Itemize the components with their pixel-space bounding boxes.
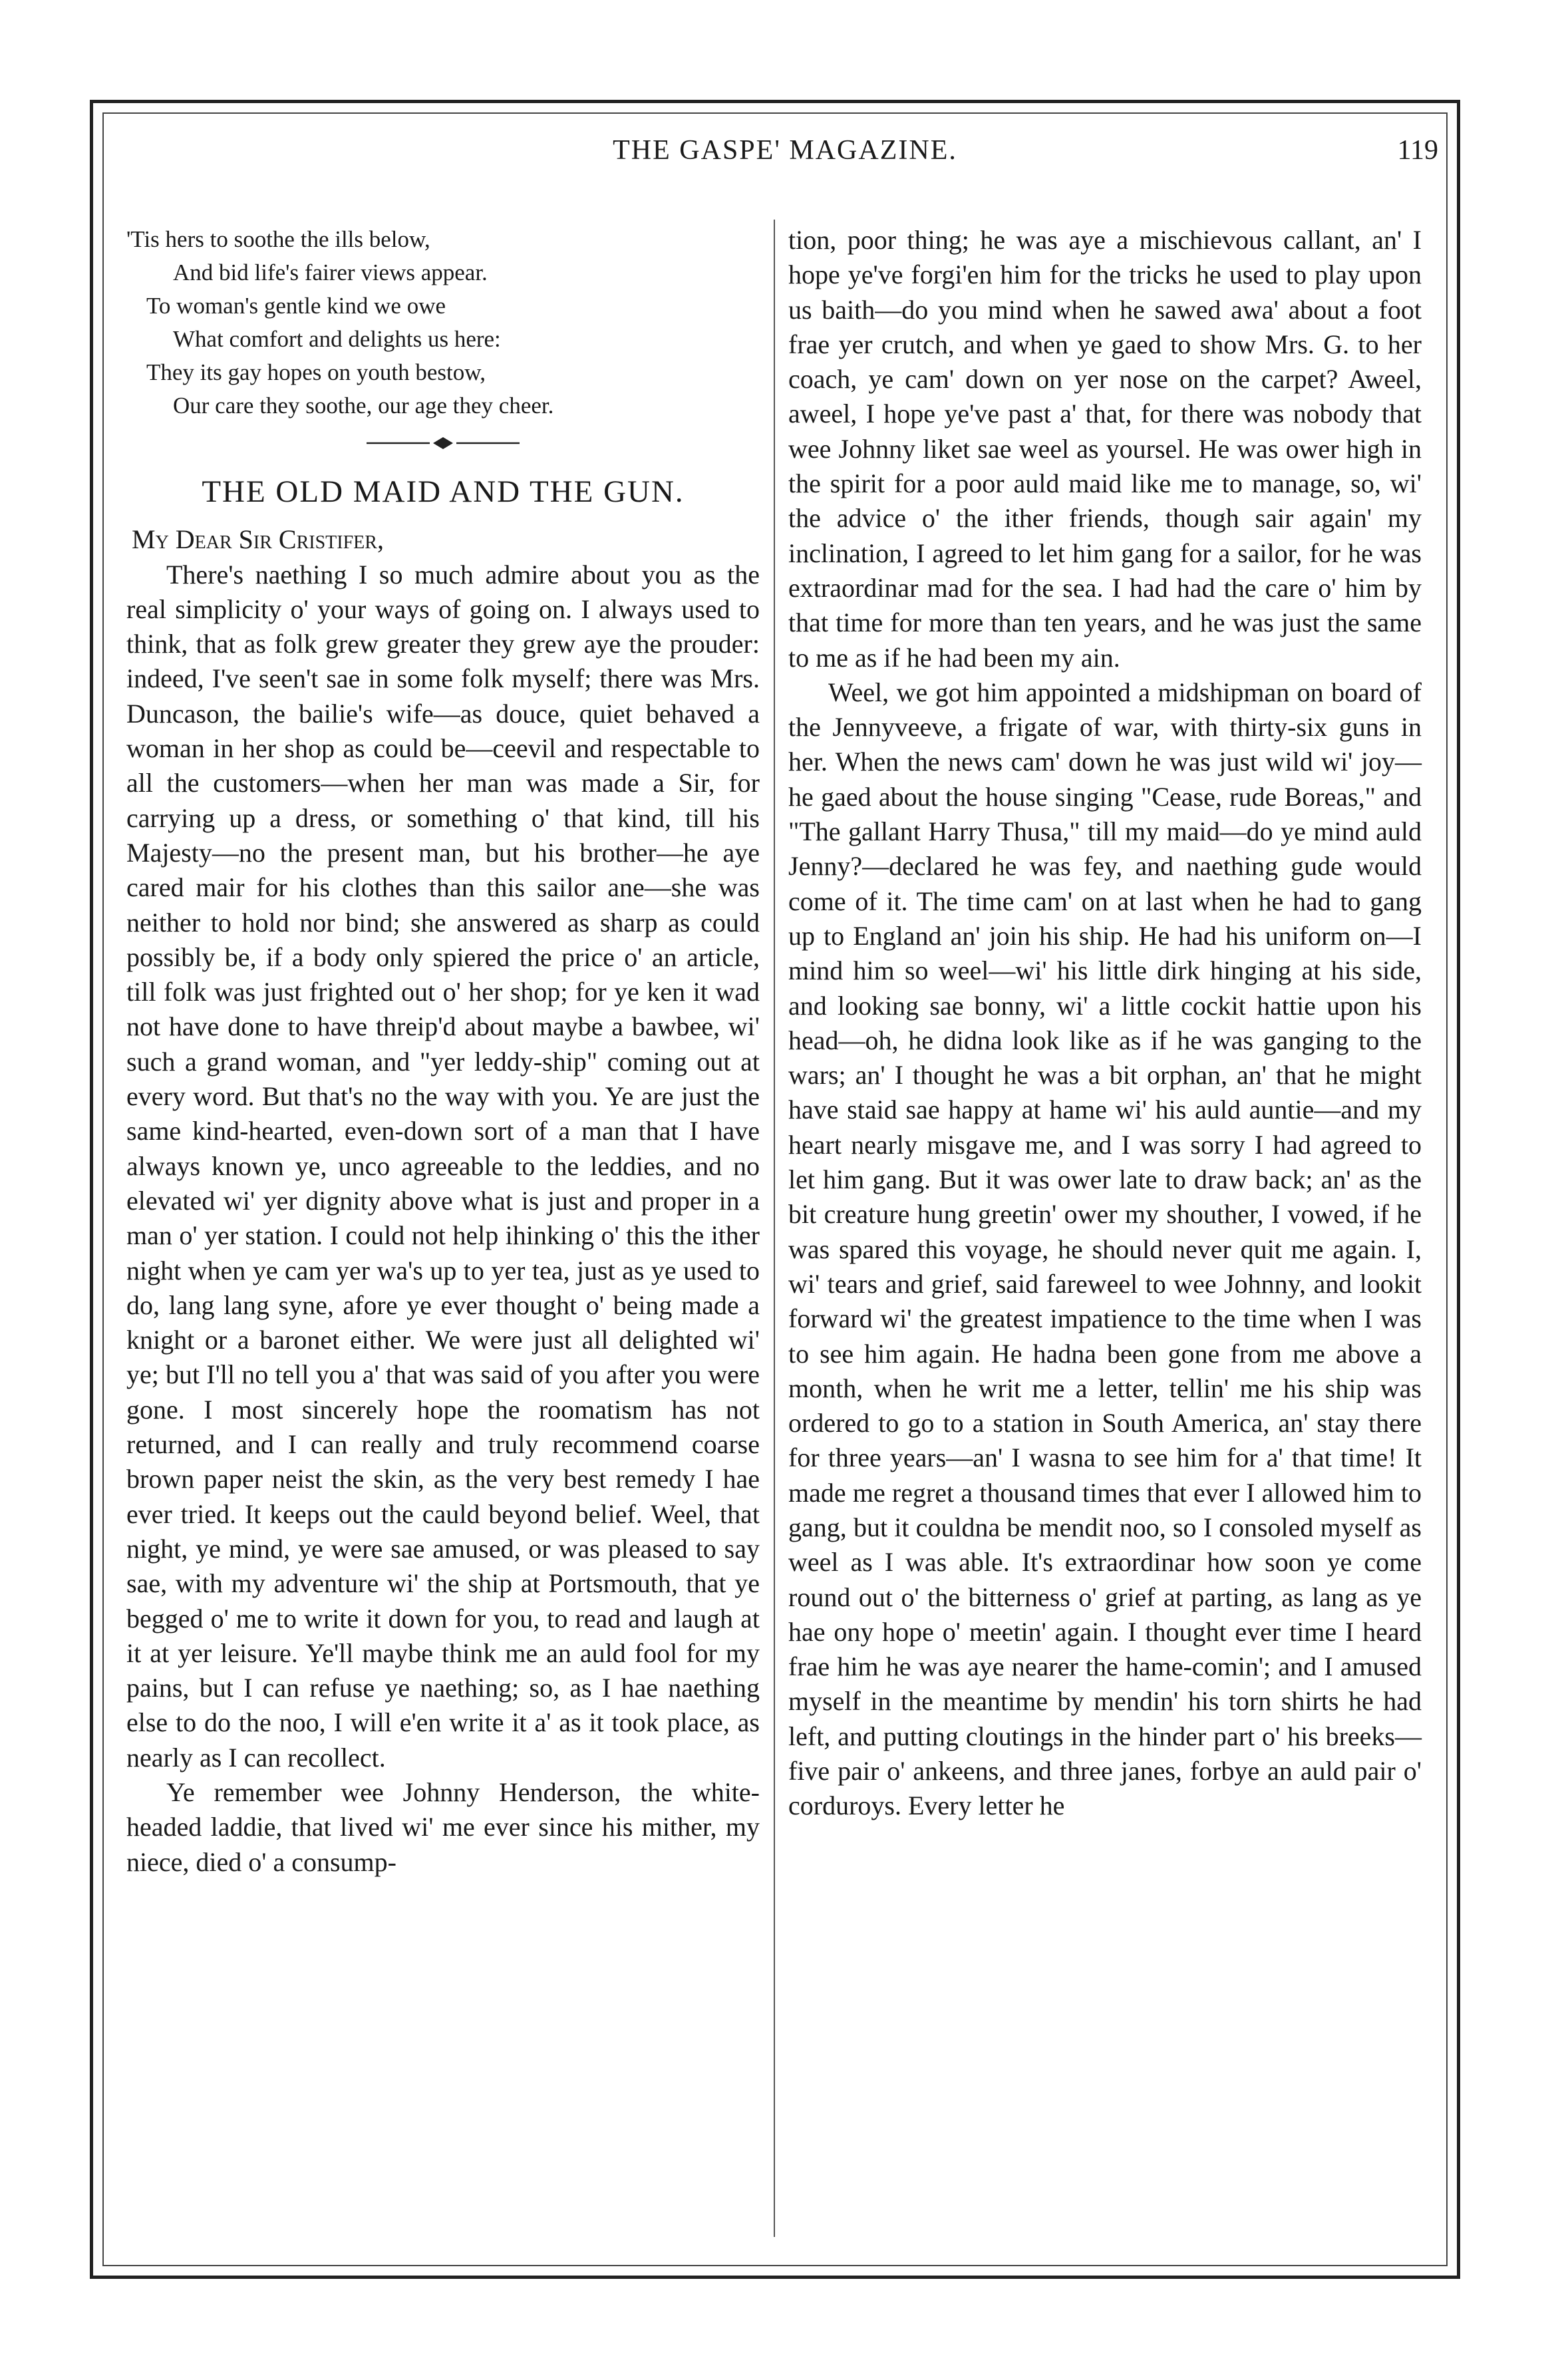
paragraph: There's naething I so much admire about you as the real simplicity o' your ways of going on. I always used to think, that as folk grew greater they grew aye the prouder: indeed, I've seen't sae in some folk myself; there was Mrs. Duncason, the bailie's wife—as douce, quiet behaved a woman in her shop as could be—ceevil and respectable to all the customers—when her man was made a Sir, for carrying up a dress, or something o' that kind, till his Majesty—no the present man, but his brother—he aye cared mair for his clothes than this sailor ane—she was neither to hold nor bind; she answered as sharp as could possibly be, if a body only spiered the price o' an article, till folk was just frighted out o' her shop; for ye ken it wad not have done to have threip'd about maybe a bawbee, wi' such a grand woman, and "yer leddy-ship" coming out at every word. But that's no the way with you. Ye are just the same kind-hearted, even-down sort of a man that I have always known ye, unco agreeable to the leddies, and no elevated wi' yer dignity above what is just and proper in a man o' yer station. I could not help ihinking o' this the ither night when ye cam yer wa's up to yer tea, just as ye used to do, lang lang syne, afore ye ever thought o' being made a knight or a baronet either. We were just all delighted wi' ye; but I'll no tell you a' that was said of you after you were gone. I most sincerely hope the roomatism has not returned, and I can really and truly recommend coarse brown paper neist the skin, as the very best remedy I hae ever tried. It keeps out the cauld beyond belief. Weel, that night, ye mind, ye were sae amused, or was pleased to say sae, with my adventure wi' the ship at Portsmouth, that ye begged o' me to write it down for you, to read and laugh at it at yer leisure. Ye'll maybe think me an auld fool for my pains, but I can refuse ye naething; so, as I hae naething else to do the noo, I will e'en write it a' as it took place, as nearly as I can recollect. xyxy=(126,559,760,1773)
left-column xyxy=(126,223,760,1880)
section-divider-ornament xyxy=(367,434,520,452)
article-title: THE OLD MAID AND THE GUN. xyxy=(202,474,685,509)
column-divider xyxy=(774,220,775,2237)
paragraph: Weel, we got him appointed a midshipman on board of the Jennyveeve, a frigate of war, with thirty-six guns in her. When the news cam' down he was just wild wi' joy—he gaed about the house singing "Cease, rude Boreas," and "The gallant Harry Thusa," till my maid—do ye mind auld Jenny?—declared he was fey, and naething gude would come of it. The time cam' on at last when he had to gang up to England an' join his ship. He had his uniform on—I mind him so weel—wi' his little dirk hinging at his side, and looking sae bonny, wi' a little cockit hattie upon his head—oh, he didna look like as if he was ganging to the wars; an' I thought he was a bit orphan, an' that he might have staid sae happy at hame wi' his auld auntie—and my heart nearly misgave me, and I was sorry I had agreed to let him gang. But it was ower late to draw back; an' as the bit creature hung greetin' ower my shouther, I vowed, if he was spared this voyage, he should never quit me again. I, wi' tears and grief, said fareweel to wee Johnny, and lookit forward wi' the greatest impatience to the time when I was to see him again. He hadna been gone from me above a month, when he writ me a letter, tellin' me his ship was ordered to go to a station in South America, an' stay there for three years—an' I wasna to see him for a' that time! It made me regret a thousand times that ever I allowed him to gang, but it couldna be mendit noo, so I consoled myself as weel as I was able. It's extraordinar how soon ye come round out o' the bitterness o' grief at parting, as lang as ye hae ony hope o' meetin' again. I thought ever time I heard frae him he was aye nearer the hame-comin'; and I amused myself in the meantime by mendin' his torn shirts he had left, and putting cloutings in the hinder part o' his breeks—five pair o' ankeens, and three janes, forbye an auld pair o' corduroys. Every letter he xyxy=(788,677,1422,1821)
paragraph: Ye remember wee Johnny Henderson, the white-headed laddie, that lived wi' me ever since his mither, my niece, died o' a consump- xyxy=(126,1777,760,1877)
running-title: THE GASPE' MAGAZINE. xyxy=(613,135,957,166)
poem-line: What comfort and delights us here: xyxy=(173,326,501,352)
poem-line: To woman's gentle kind we owe xyxy=(146,293,446,319)
salutation: My Dear Sir Cristifer, xyxy=(132,524,384,555)
paragraph: tion, poor thing; he was aye a mischievous callant, an' I hope ye've forgi'en him for the tricks he used to play upon us baith—do you mind when he sawed awa' about a foot frae yer crutch, and when ye gaed to show Mrs. G. to her coach, ye cam' down on yer nose on the carpet? Aweel, aweel, I hope ye've past a' that, for there was nobody that wee Johnny liket sae weel as yoursel. He was ower high in the spirit for a poor auld maid like me to manage, so, wi' the advice o' the ither friends, though sair again' my inclination, I agreed to let him gang for a sailor, for he was extraordinar mad for the sea. I had had the care o' him by that time for more than ten years, and he was just the same to me as if he had been my ain. xyxy=(788,225,1422,673)
poem-line: Our care they soothe, our age they cheer. xyxy=(173,393,554,419)
right-column xyxy=(788,223,1422,1824)
page-header xyxy=(126,125,1444,178)
poem-line: They its gay hopes on youth bestow, xyxy=(146,359,486,385)
poem-line: 'Tis hers to soothe the ills below, xyxy=(126,226,430,252)
page-number: 119 xyxy=(1397,135,1438,166)
poem-stanza xyxy=(126,223,760,423)
poem-line: And bid life's fairer views appear. xyxy=(173,259,488,285)
